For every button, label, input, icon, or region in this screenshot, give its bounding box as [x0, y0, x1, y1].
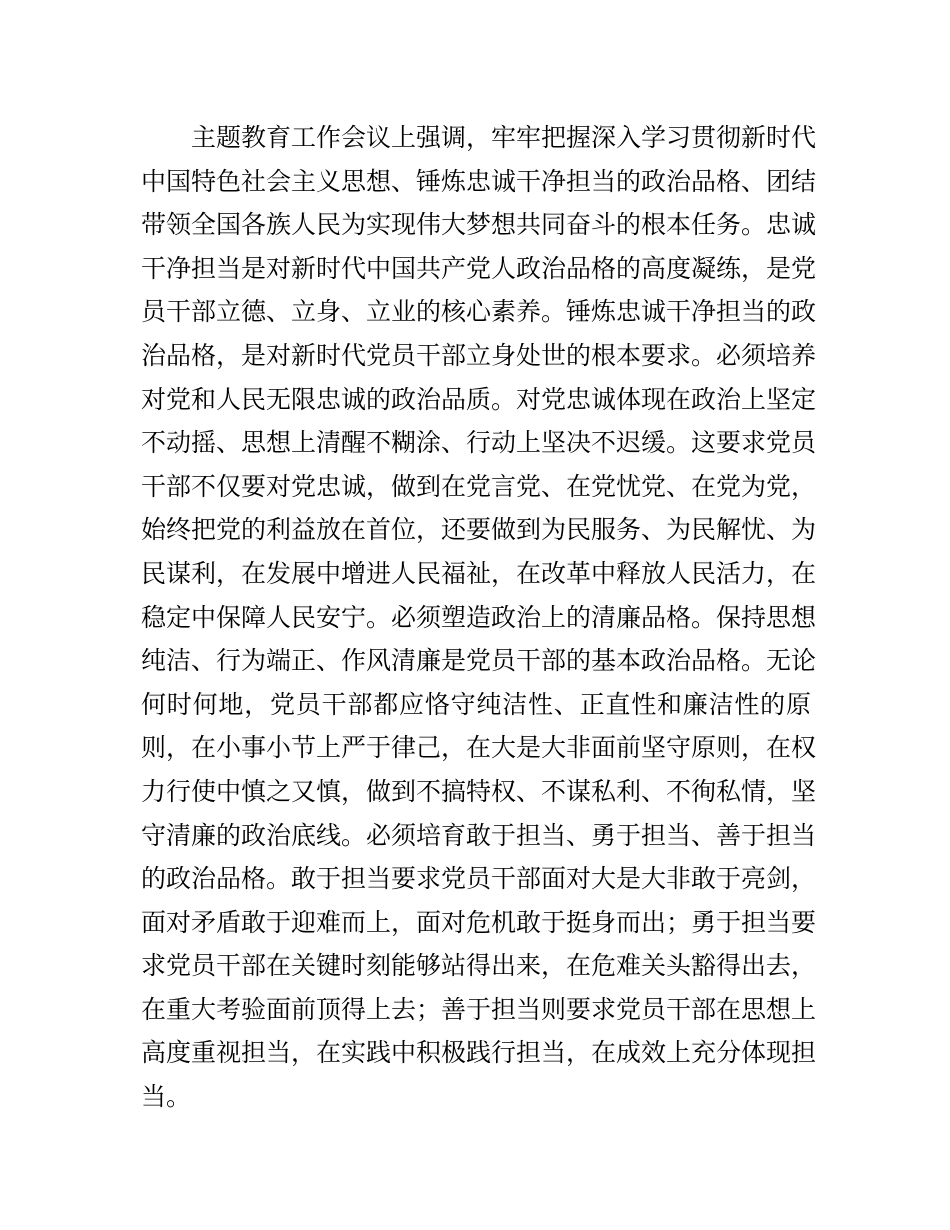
paragraph-line: 纯洁、行为端正、作风清廉是党员干部的基本政治品格。无论	[141, 646, 817, 676]
paragraph-line: 干净担当是对新时代中国共产党人政治品格的高度凝练，是党	[141, 253, 817, 283]
paragraph-line: 始终把党的利益放在首位，还要做到为民服务、为民解忧、为	[141, 515, 817, 545]
paragraph-line: 何时何地，党员干部都应恪守纯洁性、正直性和廉洁性的原	[141, 689, 811, 719]
body-paragraph	[141, 116, 817, 1119]
paragraph-line: 高度重视担当，在实践中积极践行担当，在成效上充分体现担	[141, 1038, 817, 1068]
paragraph-line: 不动摇、思想上清醒不糊涂、行动上坚决不迟缓。这要求党员	[141, 428, 817, 458]
paragraph-line: 民谋利，在发展中增进人民福祉，在改革中释放人民活力，在	[141, 558, 817, 588]
paragraph-line: 带领全国各族人民为实现伟大梦想共同奋斗的根本任务。忠诚	[141, 210, 817, 240]
paragraph-line: 则，在小事小节上严于律己，在大是大非面前坚守原则，在权	[141, 733, 817, 763]
paragraph-line: 稳定中保障人民安宁。必须塑造政治上的清廉品格。保持思想	[141, 602, 817, 632]
paragraph-line: 员干部立德、立身、立业的核心素养。锤炼忠诚干净担当的政	[141, 297, 817, 327]
paragraph-line: 的政治品格。敢于担当要求党员干部面对大是大非敢于亮剑，	[141, 864, 817, 894]
paragraph-line: 中国特色社会主义思想、锤炼忠诚干净担当的政治品格、团结	[141, 166, 817, 196]
paragraph-line: 对党和人民无限忠诚的政治品质。对党忠诚体现在政治上坚定	[141, 384, 817, 414]
paragraph-line: 力行使中慎之又慎，做到不搞特权、不谋私利、不徇私情，坚	[141, 776, 817, 806]
paragraph-line: 在重大考验面前顶得上去；善于担当则要求党员干部在思想上	[141, 994, 817, 1024]
paragraph-line: 求党员干部在关键时刻能够站得出来，在危难关头豁得出去，	[141, 951, 817, 981]
paragraph-line: 干部不仅要对党忠诚，做到在党言党、在党忧党、在党为党，	[141, 471, 817, 501]
paragraph-line: 主题教育工作会议上强调，牢牢把握深入学习贯彻新时代	[191, 123, 817, 152]
paragraph-line: 治品格，是对新时代党员干部立身处世的根本要求。必须培养	[141, 340, 817, 370]
paragraph-line: 守清廉的政治底线。必须培育敢于担当、勇于担当、善于担当	[141, 820, 817, 850]
paragraph-line: 面对矛盾敢于迎难而上，面对危机敢于挺身而出；勇于担当要	[141, 907, 817, 937]
paragraph-line: 当。	[141, 1082, 192, 1112]
